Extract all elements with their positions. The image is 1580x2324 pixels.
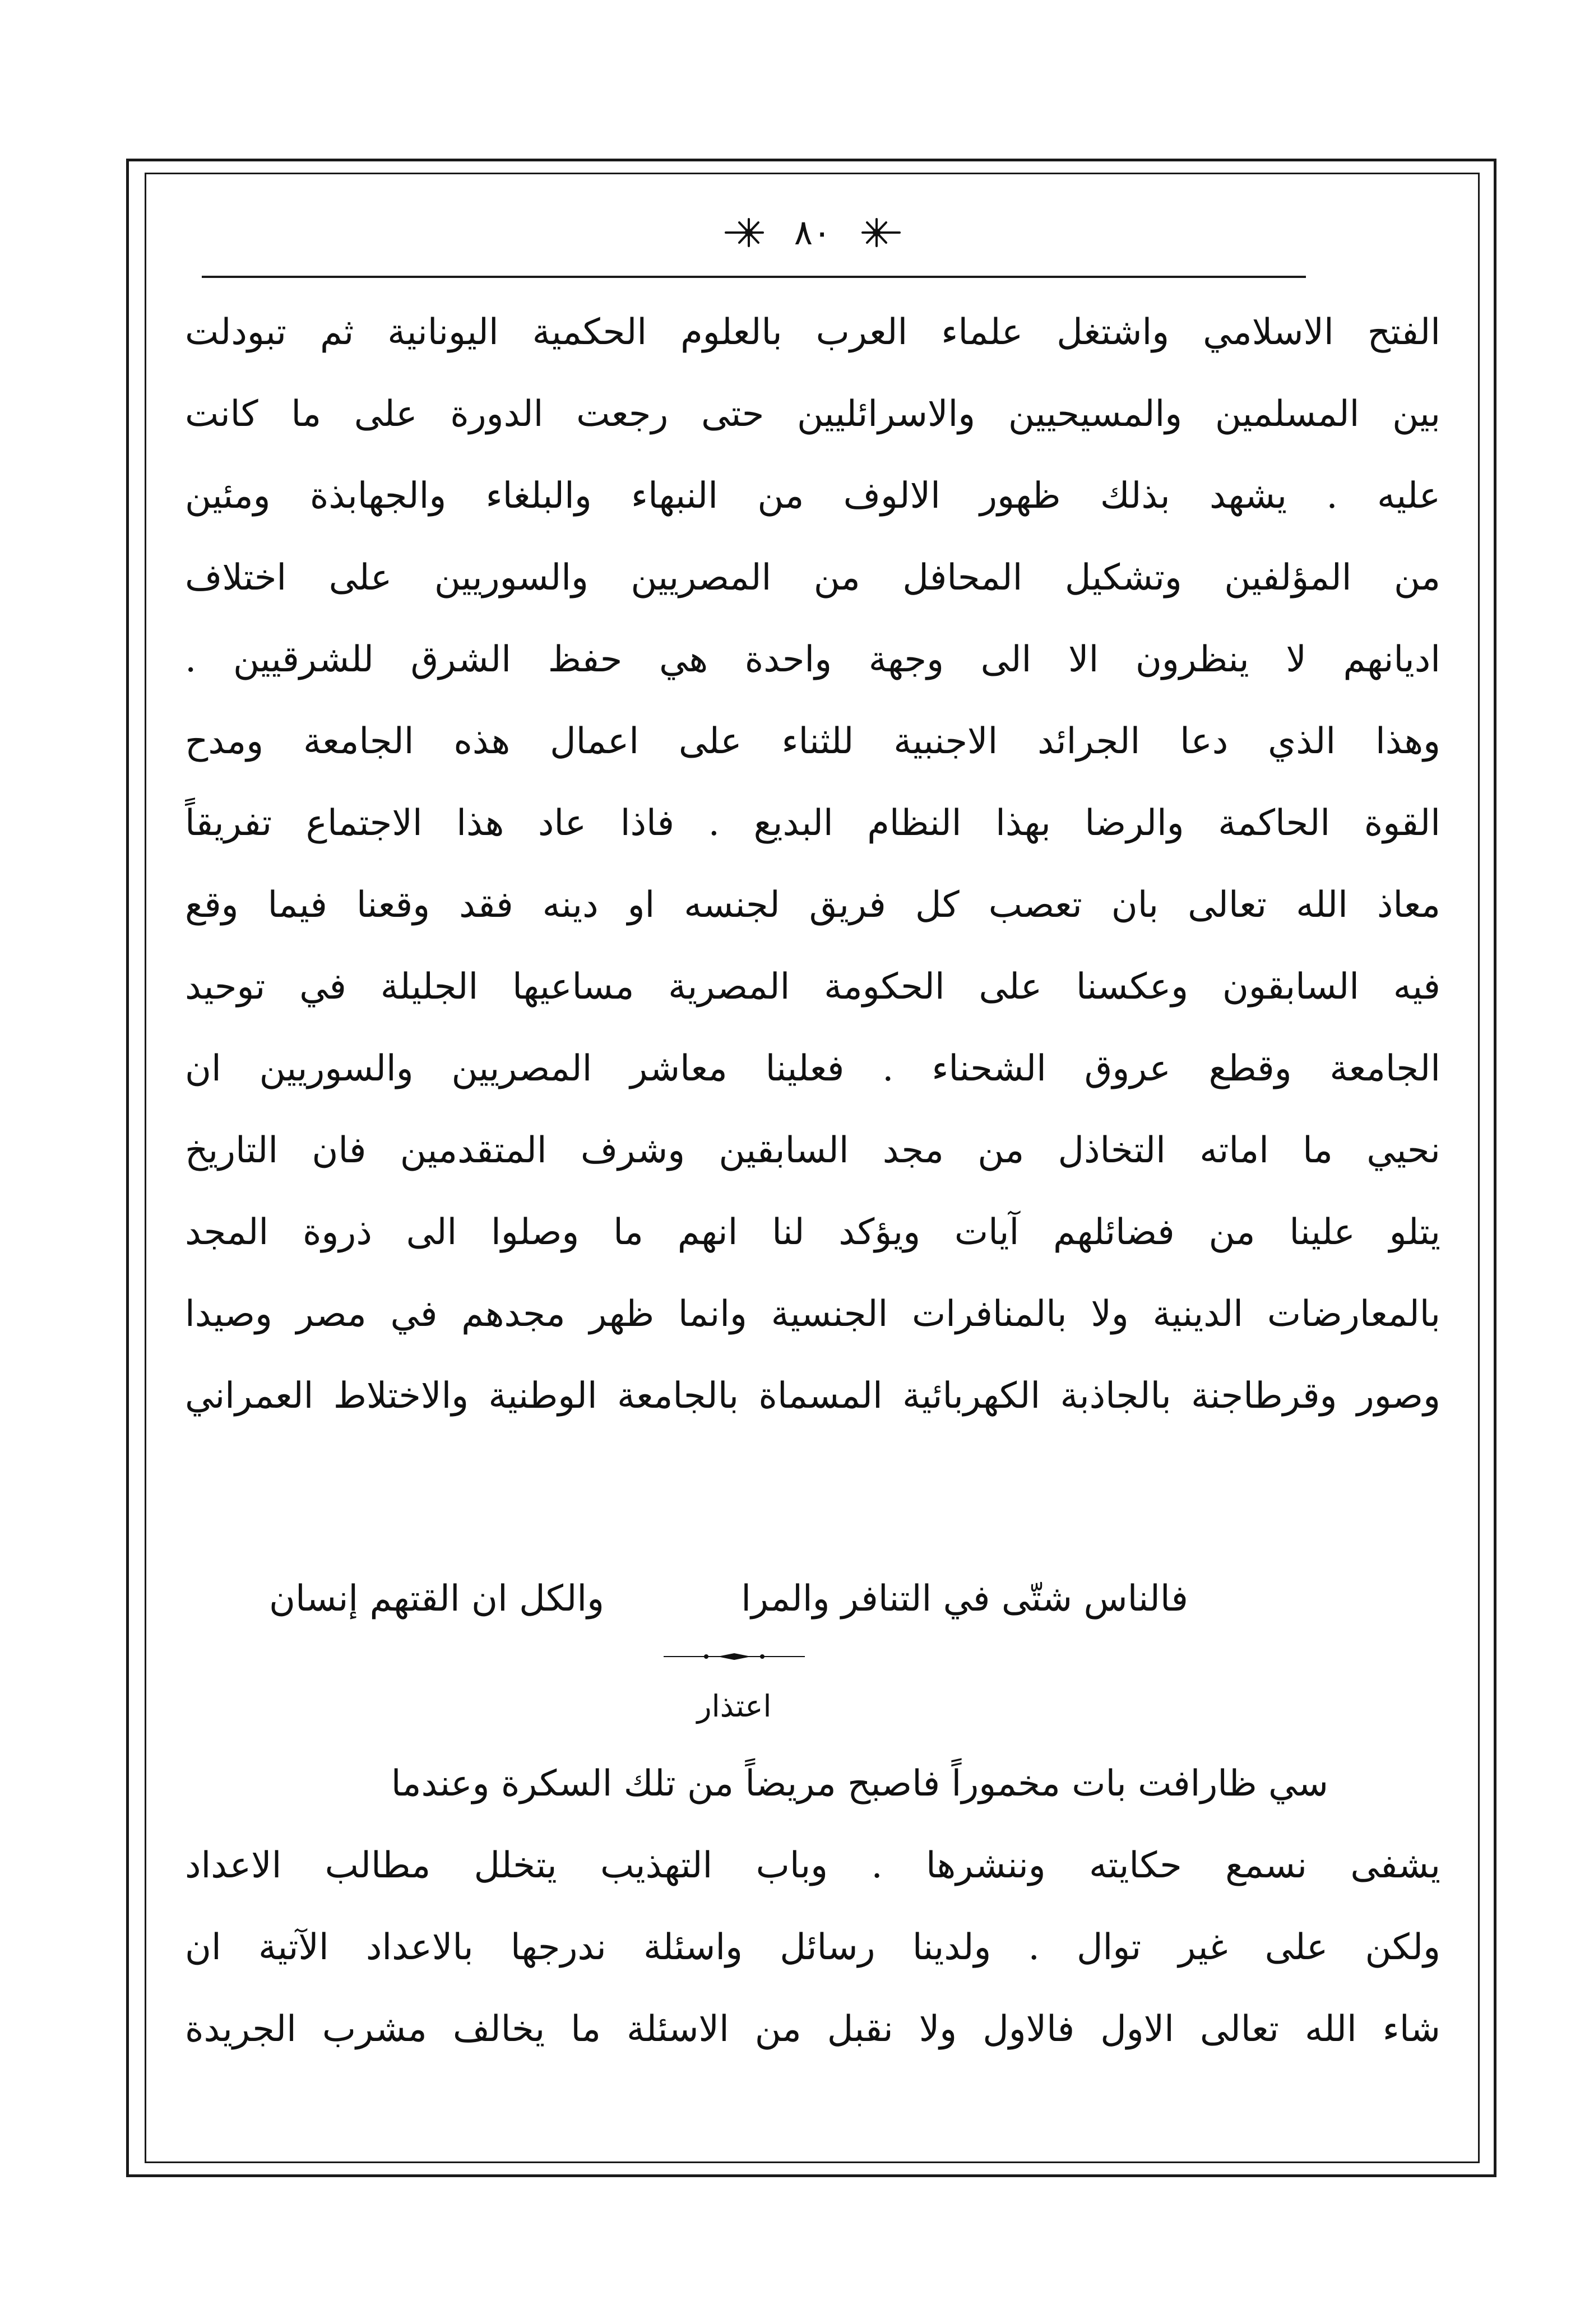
text-line: عليه . يشهد بذلك ظهور الالوف من النبهاء والبلغاء والجهابذة ومئين [185,475,1440,517]
text-line: الجامعة وقطع عروق الشحناء . فعلينا معاشر المصريين والسوريين ان [185,1048,1440,1089]
text-line: القوة الحاكمة والرضا بهذا النظام البديع . فاذا عاد هذا الاجتماع تفريقاً [185,803,1440,844]
text-line: يتلو علينا من فضائلهم آيات ويؤكد لنا انهم ما وصلوا الى ذروة المجد [185,1212,1440,1253]
article-body [185,291,1440,1437]
text-line: بالمعارضات الدينية ولا بالمنافرات الجنسية وانما ظهر مجدهم في مصر وصيدا [185,1293,1440,1335]
text-line: بين المسلمين والمسيحيين والاسرائليين حتى رجعت الدورة على ما كانت [185,393,1440,435]
text-line: نحيي ما اماته التخاذل من مجد السابقين وشرف المتقدمين فان التاريخ [185,1130,1440,1171]
text-line: اديانهم لا ينظرون الا الى وجهة واحدة هي حفظ الشرق للشرقيين . [185,639,1440,680]
page-header [185,202,1440,263]
text-line: الفتح الاسلامي واشتغل علماء العرب بالعلوم الحكمية اليونانية ثم تبودلت [185,312,1440,353]
text-line: من المؤلفين وتشكيل المحافل من المصريين والسوريين على اختلاف [185,557,1440,599]
header-rule [202,276,1306,278]
flourish-left-icon [724,216,774,249]
text-line: يشفى نسمع حكايته وننشرها . وباب التهذيب يتخلل مطالب الاعداد [185,1845,1440,1886]
text-line: وهذا الذي دعا الجرائد الاجنبية للثناء على اعمال هذه الجامعة ومدح [185,721,1440,762]
poetry-verse [269,1558,1188,1640]
section-divider [661,1652,807,1661]
apology-section [185,1743,1440,2070]
flourish-right-icon [851,216,902,249]
text-line: ولكن على غير توال . ولدينا رسائل واسئلة ندرجها بالاعداد الآتية ان [185,1927,1440,1968]
page-number: ۸۰ [794,212,832,253]
text-line: معاذ الله تعالى بان تعصب كل فريق لجنسه او دينه فقد وقعنا فيما وقع [185,884,1440,926]
text-line: سي ظارافت بات مخموراً فاصبح مريضاً من تلك السكرة وعندما [391,1763,1328,1805]
verse-first-hemistich: فالناس شتّى في التنافر والمرا [741,1578,1188,1620]
text-line: فيه السابقون وعكسنا على الحكومة المصرية مساعيها الجليلة في توحيد [185,966,1440,1008]
verse-second-hemistich: والكل ان القتهم إنسان [269,1578,605,1620]
section-title: اعتذار [697,1689,772,1724]
text-line: شاء الله تعالى الاول فالاول ولا نقبل من الاسئلة ما يخالف مشرب الجريدة [185,2008,1440,2050]
text-line: وصور وقرطاجنة بالجاذبة الكهربائية المسماة بالجامعة الوطنية والاختلاط العمراني [185,1375,1440,1417]
